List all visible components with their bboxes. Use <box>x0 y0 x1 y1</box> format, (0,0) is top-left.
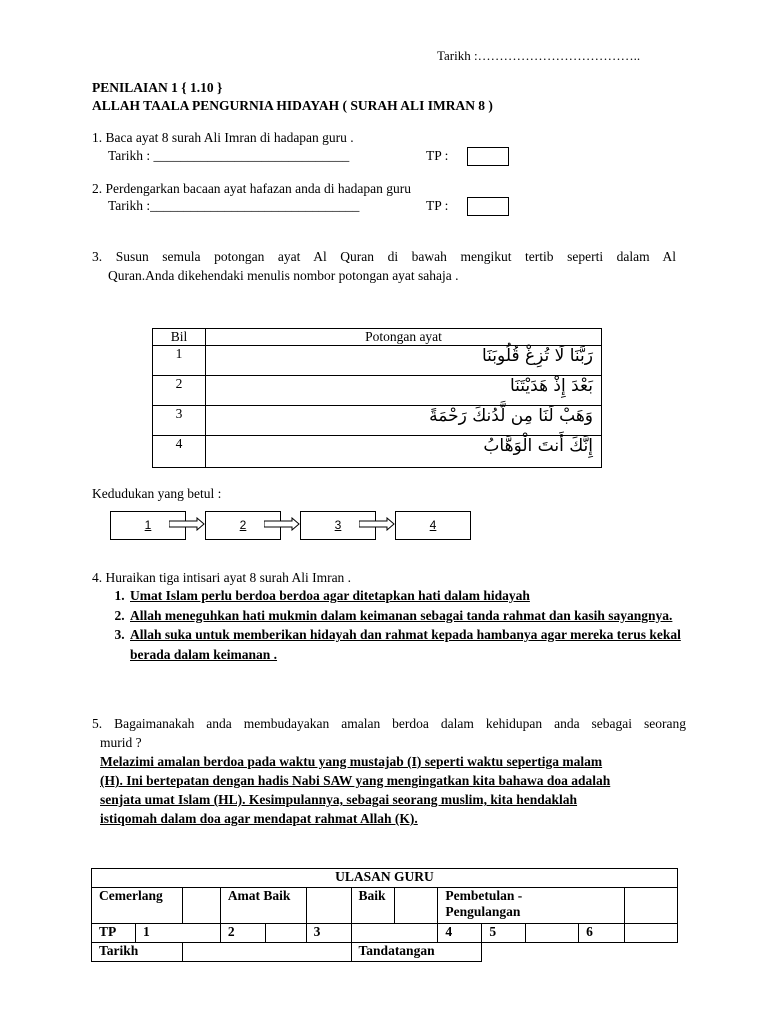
tp-label: TP <box>92 924 136 943</box>
ayat-row-bil: 3 <box>153 406 206 436</box>
q2-text: 2. Perdengarkan bacaan ayat hafazan anda di hadapan guru <box>92 181 411 196</box>
cemerlang-check[interactable] <box>182 888 220 924</box>
q2-tp-label: TP : <box>426 198 449 213</box>
q5-answer-line: istiqomah dalam doa agar mendapat rahmat Allah (K). <box>100 811 418 826</box>
ayat-row-bil: 2 <box>153 376 206 406</box>
ulasan-title: ULASAN GURU <box>92 869 678 888</box>
flow-box-2: 2 <box>205 511 281 540</box>
q1-tarikh-row <box>92 148 692 164</box>
tandatangan-label: Tandatangan <box>351 943 482 962</box>
q2-tarikh: Tarikh :_______________________________ <box>108 198 360 213</box>
ayat-row-text: إِنَّكَ أَنتَ الْوَهَّابُ <box>206 436 602 468</box>
q1-text: 1. Baca ayat 8 surah Ali Imran di hadapan guru . <box>92 130 354 145</box>
ayat-row-text: رَبَّنَا لَا تُزِغْ قُلُوبَنَا <box>206 346 602 376</box>
q2-tarikh-row <box>92 198 692 214</box>
pembetulan-text: Pembetulan - <box>445 888 523 903</box>
q5-answer-line: (H). Ini bertepatan dengan hadis Nabi SAW yang mengingatkan kita bahawa doa adalah <box>100 773 611 788</box>
pengulangan-text: Pengulangan <box>445 904 521 919</box>
tp-level-5[interactable]: 5 <box>482 924 526 943</box>
flow-arrow-icon <box>264 517 300 531</box>
q3-text-line2: Quran.Anda dikehendaki menulis nombor potongan ayat sahaja . <box>108 268 459 283</box>
amat-baik-check[interactable] <box>306 888 351 924</box>
tp-level-2[interactable]: 2 <box>220 924 265 943</box>
q1-tp-label: TP : <box>426 148 449 163</box>
flow-box-4: 4 <box>395 511 471 540</box>
tp-level-2-check[interactable] <box>265 924 306 943</box>
q1-tarikh: Tarikh : _____________________________ <box>108 148 350 163</box>
q5-text-line1: 5. Bagaimanakah anda membudayakan amalan berdoa dalam kehidupan anda sebagai seorang <box>92 716 686 731</box>
tp-level-3-check[interactable] <box>351 924 438 943</box>
amat-baik-label: Amat Baik <box>220 888 306 924</box>
ayat-table-header-bil: Bil <box>153 329 206 346</box>
ayat-row-bil: 4 <box>153 436 206 468</box>
tp-level-6[interactable]: 6 <box>579 924 625 943</box>
pembetulan-label <box>438 888 625 924</box>
q5-answer-line: Melazimi amalan berdoa pada waktu yang mustajab (I) seperti waktu sepertiga malam <box>100 754 603 769</box>
q4-answer: 3. Allah suka untuk memberikan hidayah dan rahmat kepada hambanya agar mereka terus kekal berada dalam keimanan . <box>128 625 700 664</box>
tp-level-4[interactable]: 4 <box>438 924 482 943</box>
tp-level-3[interactable]: 3 <box>306 924 351 943</box>
header-tarikh: Tarikh :……………………………….. <box>437 48 641 63</box>
kedudukan-label: Kedudukan yang betul : <box>92 486 222 501</box>
assessment-title: PENILAIAN 1 { 1.10 } <box>92 80 223 95</box>
blank-cell <box>482 943 678 962</box>
tarikh-field[interactable] <box>182 943 351 962</box>
q4-answer: 2. Allah meneguhkan hati mukmin dalam keimanan sebagai tanda rahmat dan kasih sayangnya. <box>128 606 700 626</box>
ayat-row-bil: 1 <box>153 346 206 376</box>
cemerlang-label: Cemerlang <box>92 888 183 924</box>
q5-answer-line: senjata umat Islam (HL). Kesimpulannya, sebagai seorang muslim, kita hendaklah <box>100 792 578 807</box>
ayat-row-text: وَهَبْ لَنَا مِن لَّدُنكَ رَحْمَةً <box>206 406 602 436</box>
q4-answer: 1. Umat Islam perlu berdoa berdoa agar ditetapkan hati dalam hidayah <box>128 586 700 606</box>
q4-text: 4. Huraikan tiga intisari ayat 8 surah Ali Imran . <box>92 570 352 585</box>
q3-text-line1: 3. Susun semula potongan ayat Al Quran di bawah mengikut tertib seperti dalam Al <box>92 249 676 264</box>
tp-level-1[interactable]: 1 <box>135 924 220 943</box>
baik-label: Baik <box>351 888 394 924</box>
baik-check[interactable] <box>394 888 438 924</box>
ulasan-guru-table <box>91 868 678 962</box>
pembetulan-check[interactable] <box>625 888 678 924</box>
ayat-table-header-potongan: Potongan ayat <box>206 329 602 346</box>
flow-arrow-icon <box>359 517 395 531</box>
ayat-table <box>152 328 602 468</box>
tarikh-label: Tarikh <box>92 943 183 962</box>
ayat-row-text: بَعْدَ إِذْ هَدَيْتَنَا <box>206 376 602 406</box>
assessment-subtitle: ALLAH TAALA PENGURNIA HIDAYAH ( SURAH ALI IMRAN 8 ) <box>92 98 493 113</box>
flow-box-3: 3 <box>300 511 376 540</box>
flow-box-1: 1 <box>110 511 186 540</box>
q5-text-line2: murid ? <box>100 735 142 750</box>
q4-answer-list <box>108 586 700 664</box>
tp-level-5-check[interactable] <box>526 924 579 943</box>
flow-arrow-icon <box>169 517 205 531</box>
tp-level-6-check[interactable] <box>625 924 678 943</box>
q1-tp-box[interactable] <box>467 147 509 166</box>
q2-tp-box[interactable] <box>467 197 509 216</box>
